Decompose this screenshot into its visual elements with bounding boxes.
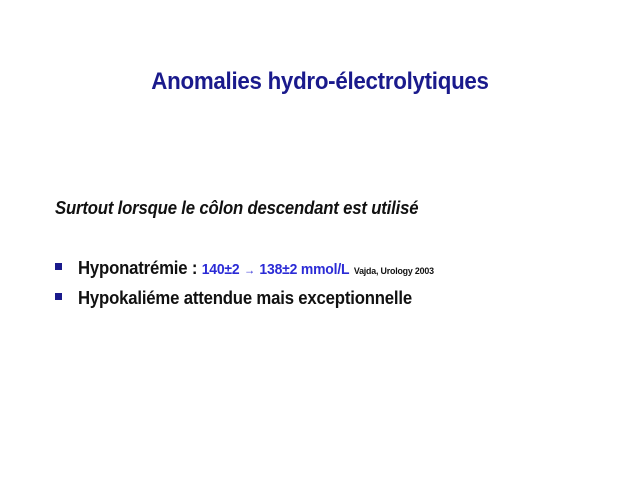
- square-bullet-icon: [55, 263, 62, 270]
- bullet-list: [55, 258, 461, 318]
- square-bullet-icon: [55, 293, 62, 300]
- list-item: [55, 258, 461, 288]
- slide-title: Anomalies hydro-électrolytiques: [151, 68, 489, 95]
- sodium-before-value: 140±2: [201, 261, 240, 278]
- citation-reference: Vajda, Urology 2003: [353, 266, 434, 277]
- arrow-right-icon: →: [243, 263, 255, 277]
- sodium-after-value: 138±2 mmol/L: [259, 261, 350, 278]
- list-item: [55, 288, 461, 318]
- bullet-label: Hyponatrémie :: [78, 258, 202, 278]
- bullet-text: Hypokaliéme attendue mais exceptionnelle: [78, 288, 413, 308]
- bullet-text: [78, 258, 434, 279]
- slide-subtitle: Surtout lorsque le côlon descendant est utilisé: [55, 198, 419, 218]
